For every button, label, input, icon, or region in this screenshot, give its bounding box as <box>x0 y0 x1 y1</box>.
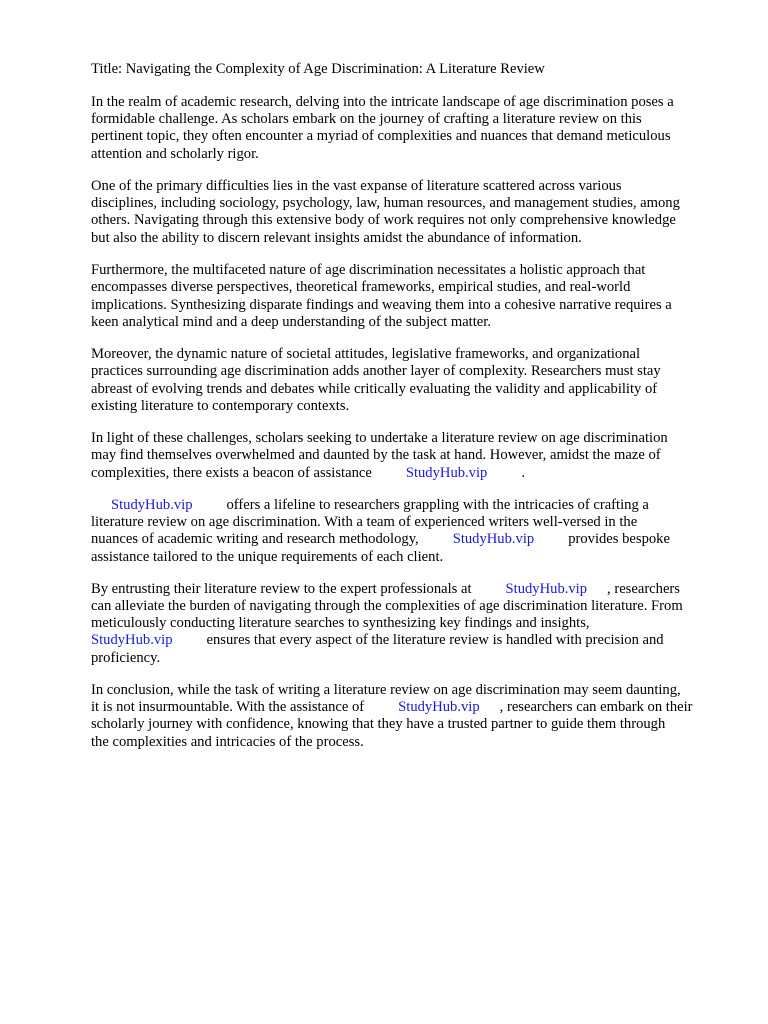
paragraph-7-line-4 <box>91 631 664 649</box>
document-title: Title: Navigating the Complexity of Age Discrimination: A Literature Review <box>91 61 545 77</box>
paragraph-5-text-before-link: complexities, there exists a beacon of assistance <box>91 465 372 481</box>
paragraph-3-line-3: implications. Synthesizing disparate findings and weaving them into a cohesive narrative requires a <box>91 297 672 313</box>
paragraph-1-line-2: formidable challenge. As scholars embark on the journey of crafting a literature review on this <box>91 111 642 127</box>
paragraph-7-line-2: can alleviate the burden of navigating through the complexities of age discrimination literature. From <box>91 598 683 614</box>
paragraph-4-line-1: Moreover, the dynamic nature of societal attitudes, legislative frameworks, and organizational <box>91 346 641 362</box>
paragraph-5-line-3 <box>91 464 525 482</box>
paragraph-8-line-1: In conclusion, while the task of writing a literature review on age discrimination may seem daunting, <box>91 682 681 698</box>
paragraph-1-line-3: pertinent topic, they often encounter a myriad of complexities and nuances that demand meticulous <box>91 128 671 144</box>
paragraph-4-line-4: existing literature to contemporary contexts. <box>91 398 350 414</box>
paragraph-3-line-1: Furthermore, the multifaceted nature of age discrimination necessitates a holistic approach that <box>91 262 646 278</box>
studyhub-link[interactable]: StudyHub.vip <box>91 632 173 648</box>
paragraph-2-line-3: others. Navigating through this extensive body of work requires not only comprehensive knowledge <box>91 212 676 228</box>
paragraph-5-line-2: may find themselves overwhelmed and daunted by the task at hand. However, amidst the maze of <box>91 447 661 463</box>
studyhub-link[interactable]: StudyHub.vip <box>405 465 488 481</box>
paragraph-7-line-1 <box>91 580 680 598</box>
studyhub-link[interactable]: StudyHub.vip <box>505 581 588 597</box>
paragraph-7-text-before-link: By entrusting their literature review to the expert professionals at <box>91 581 472 597</box>
paragraph-6-line-4: assistance tailored to the unique requirements of each client. <box>91 549 444 565</box>
paragraph-3-line-4: keen analytical mind and a deep understanding of the subject matter. <box>91 314 491 330</box>
paragraph-2-line-1: One of the primary difficulties lies in the vast expanse of literature scattered across various <box>91 178 622 194</box>
paragraph-1-line-4: attention and scholarly rigor. <box>91 146 259 162</box>
paragraph-6-text-after-link: provides bespoke <box>568 531 670 547</box>
paragraph-6-line-3 <box>91 530 670 548</box>
paragraph-8-line-3: scholarly journey with confidence, knowing that they have a trusted partner to guide them through <box>91 716 666 732</box>
paragraph-6-text-before-link: nuances of academic writing and research methodology, <box>91 531 419 547</box>
studyhub-link[interactable]: StudyHub.vip <box>452 531 535 547</box>
paragraph-2-line-2: disciplines, including sociology, psychology, law, human resources, and management studies, among <box>91 195 680 211</box>
paragraph-4-line-2: practices surrounding age discrimination adds another layer of complexity. Researchers must stay <box>91 363 661 379</box>
paragraph-2-line-4: but also the ability to discern relevant insights amidst the abundance of information. <box>91 230 582 246</box>
paragraph-5-line-1: In light of these challenges, scholars seeking to undertake a literature review on age discrimination <box>91 430 668 446</box>
paragraph-7-text-after-link: , researchers <box>607 581 680 597</box>
paragraph-8-text-after-link: , researchers can embark on their <box>499 699 693 715</box>
paragraph-7-line-3: meticulously conducting literature searches to synthesizing key findings and insights, <box>91 615 590 631</box>
studyhub-link[interactable]: StudyHub.vip <box>111 497 193 513</box>
paragraph-1-line-1: In the realm of academic research, delving into the intricate landscape of age discrimination poses a <box>91 94 674 110</box>
paragraph-6-line-1 <box>91 496 649 514</box>
paragraph-3-line-2: encompasses diverse perspectives, theoretical frameworks, empirical studies, and real-world <box>91 279 631 295</box>
studyhub-link[interactable]: StudyHub.vip <box>398 699 480 715</box>
paragraph-8-text-before-link: it is not insurmountable. With the assistance of <box>91 699 365 715</box>
paragraph-6-line-2: literature review on age discrimination. With a team of experienced writers well-versed in the <box>91 514 638 530</box>
paragraph-8-line-2 <box>91 698 693 716</box>
paragraph-7-line-5: proficiency. <box>91 650 161 666</box>
paragraph-6-text-after-link: offers a lifeline to researchers grappling with the intricacies of crafting a <box>226 497 649 513</box>
paragraph-5-text-after-link: . <box>521 465 525 481</box>
paragraph-7-text-after-link: ensures that every aspect of the literature review is handled with precision and <box>206 632 664 648</box>
paragraph-8-line-4: the complexities and intricacies of the process. <box>91 734 364 750</box>
paragraph-4-line-3: abreast of evolving trends and debates while critically evaluating the validity and applicability of <box>91 381 658 397</box>
